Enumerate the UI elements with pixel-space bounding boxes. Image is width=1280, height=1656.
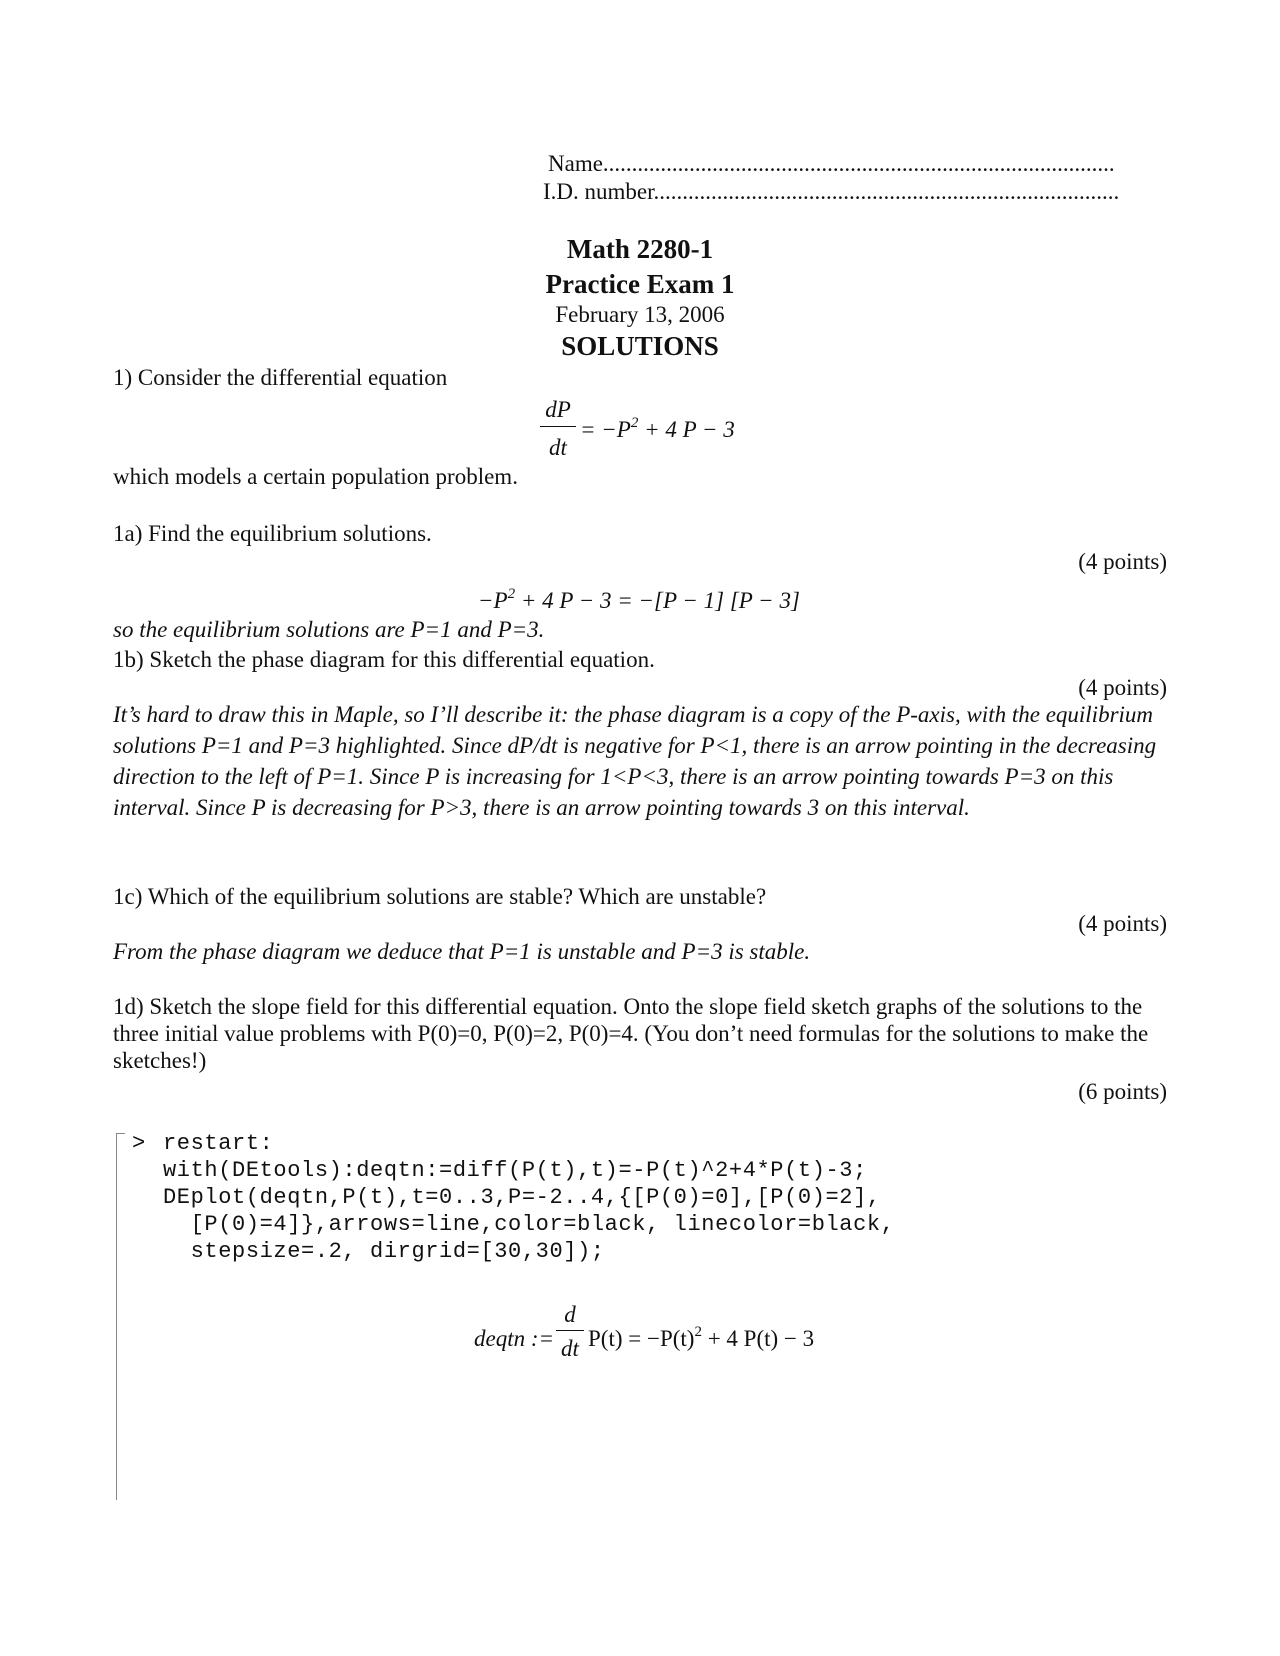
id-number-field-label: I.D. number.................................................................................: [543, 179, 1120, 204]
part-d-question: 1d) Sketch the slope field for this differential equation. Onto the slope field sketch graphs of the solutions to the three initial value problems with P(0)=0, P(0)=2, P(0)=4. (You don’t need formulas for the solutions to make the sketches!): [113, 994, 1149, 1073]
maple-output-rhs-b: + 4 P(t) − 3: [701, 1326, 815, 1351]
exam-title: Practice Exam 1: [545, 269, 735, 299]
name-field-label: Name.........................................................................................: [548, 151, 1115, 176]
equation-numerator: dP: [545, 397, 571, 422]
maple-output-fraction-bar: [556, 1330, 584, 1331]
equation-rhs-exponent: 2: [630, 415, 639, 431]
maple-prompt: >: [132, 1131, 146, 1156]
equation-rhs-a: = −P: [580, 417, 631, 442]
part-a-points: (4 points): [1078, 549, 1167, 574]
factor-a: −P: [478, 588, 508, 613]
maple-output-exponent: 2: [694, 1324, 702, 1340]
factor-exponent: 2: [507, 586, 516, 602]
maple-output-denominator: dt: [561, 1336, 579, 1361]
equation-fraction-bar: [540, 426, 576, 427]
part-a-question: 1a) Find the equilibrium solutions.: [113, 521, 432, 546]
problem-1-model-text: which models a certain population problem.: [113, 464, 518, 489]
part-c-question: 1c) Which of the equilibrium solutions are stable? Which are unstable?: [113, 884, 767, 909]
problem-1-intro: 1) Consider the differential equation: [113, 365, 448, 390]
solutions-heading: SOLUTIONS: [561, 331, 719, 361]
exam-date: February 13, 2006: [555, 302, 725, 327]
maple-execution-group-bracket[interactable]: [116, 1133, 125, 1500]
maple-input-line[interactable]: restart:: [163, 1131, 274, 1156]
part-d-points: (6 points): [1078, 1079, 1167, 1104]
part-a-factorization: [478, 586, 800, 613]
maple-output-lhs: deqtn :=: [474, 1326, 555, 1351]
equation-rhs: [580, 415, 735, 442]
part-b-answer: It’s hard to draw this in Maple, so I’ll describe it: the phase diagram is a copy of the P-axis, with the equilibrium solutions P=1 and P=3 highlighted. Since dP/dt is negative for P<1, there is an arrow pointing in the decreasing direction to the left of P=1. Since P is increasing for 1<P<3, there is an arrow pointing towards P=3 on this interval. Since P is decreasing for P>3, there is an arrow pointing towards 3 on this interval.: [113, 702, 1157, 820]
part-b-question: 1b) Sketch the phase diagram for this differential equation.: [113, 647, 655, 672]
factor-b: + 4 P − 3 = −[P − 1] [P − 3]: [515, 588, 800, 613]
part-c-points: (4 points): [1078, 911, 1167, 936]
part-c-answer: From the phase diagram we deduce that P=1 is unstable and P=3 is stable.: [113, 939, 811, 964]
part-a-answer: so the equilibrium solutions are P=1 and P=3.: [113, 617, 545, 642]
part-b-points: (4 points): [1078, 675, 1167, 700]
maple-input-line[interactable]: [P(0)=4]},arrows=line,color=black, linecolor=black,: [163, 1212, 895, 1237]
maple-output-rhs: [588, 1324, 815, 1351]
maple-output-rhs-a: P(t) = −P(t): [588, 1326, 695, 1351]
maple-output-numerator: d: [564, 1302, 576, 1327]
maple-input-line[interactable]: DEplot(deqtn,P(t),t=0..3,P=-2..4,{[P(0)=0],[P(0)=2],: [163, 1185, 881, 1210]
course-title: Math 2280-1: [566, 234, 714, 264]
maple-input-line[interactable]: with(DEtools):deqtn:=diff(P(t),t)=-P(t)^2+4*P(t)-3;: [163, 1158, 867, 1183]
maple-input-line[interactable]: stepsize=.2, dirgrid=[30,30]);: [163, 1239, 605, 1264]
equation-denominator: dt: [549, 435, 567, 460]
equation-rhs-b: + 4 P − 3: [638, 417, 735, 442]
